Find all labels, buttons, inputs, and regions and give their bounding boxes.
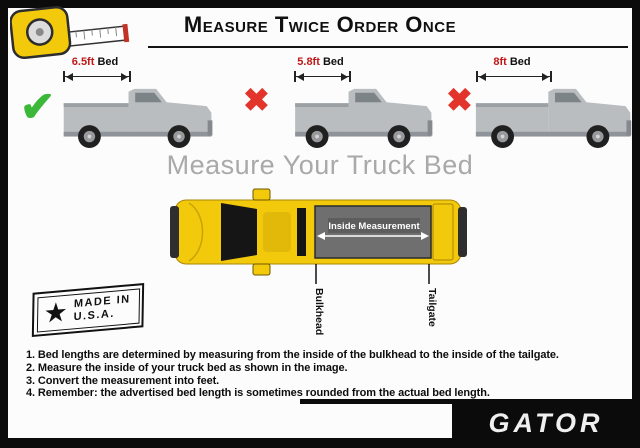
truck-comparison-1 xyxy=(58,56,224,152)
page-title: Measure Twice Order Once xyxy=(183,12,457,37)
side-mirror xyxy=(253,189,270,200)
instruction-item: 2. Measure the inside of your truck bed as shown in the image. xyxy=(26,361,348,374)
instruction-item: 3. Convert the measurement into feet. xyxy=(26,374,220,387)
x-icon: ✖ xyxy=(243,82,270,118)
inside-measurement-label: Inside Measurement xyxy=(328,221,420,232)
rear-window xyxy=(297,208,306,256)
truck-side-illustration xyxy=(58,84,220,151)
tailgate-top xyxy=(433,204,453,260)
x-icon: ✖ xyxy=(446,82,473,118)
truck-comparison-2 xyxy=(278,56,444,152)
bed-size-value: 6.5ft xyxy=(71,56,95,68)
measurement-arrow xyxy=(476,71,552,82)
gator-logo: GATOR xyxy=(488,407,604,438)
bed-word: Bed xyxy=(97,56,119,68)
star-icon: ★ xyxy=(43,296,69,329)
side-mirror xyxy=(253,264,270,275)
measurement-arrow xyxy=(63,71,131,82)
stamp-line2: U.S.A. xyxy=(73,307,116,324)
section-heading: Measure Your Truck Bed xyxy=(166,150,474,180)
stamp-line1: MADE IN xyxy=(73,293,131,311)
instruction-item: 1. Bed lengths are determined by measuring from the inside of the bulkhead to the inside of the tailgate. xyxy=(26,349,559,361)
instructions-list xyxy=(26,349,626,400)
bed-word: Bed xyxy=(322,56,344,68)
title-divider xyxy=(148,46,628,48)
bed-length-label xyxy=(476,56,548,68)
truck-side-illustration xyxy=(278,84,440,151)
instruction-item: 4. Remember: the advertised bed length is sometimes rounded from the actual bed length. xyxy=(26,387,490,400)
bed-length-label xyxy=(63,56,127,68)
truck-comparison-3 xyxy=(474,56,640,152)
bed-size-value: 5.8ft xyxy=(297,56,320,68)
bed-word: Bed xyxy=(509,56,531,68)
truck-top-view-illustration xyxy=(165,180,475,342)
gator-logo-box xyxy=(452,404,640,448)
bulkhead-label: Bulkhead xyxy=(313,288,325,336)
truck-side-illustration xyxy=(474,84,636,151)
bed-size-value: 8ft xyxy=(493,56,507,68)
measurement-arrow xyxy=(294,71,351,82)
bed-length-label xyxy=(294,56,347,68)
check-icon: ✔ xyxy=(20,83,56,130)
windshield xyxy=(221,203,257,261)
tailgate-label: Tailgate xyxy=(426,288,438,327)
